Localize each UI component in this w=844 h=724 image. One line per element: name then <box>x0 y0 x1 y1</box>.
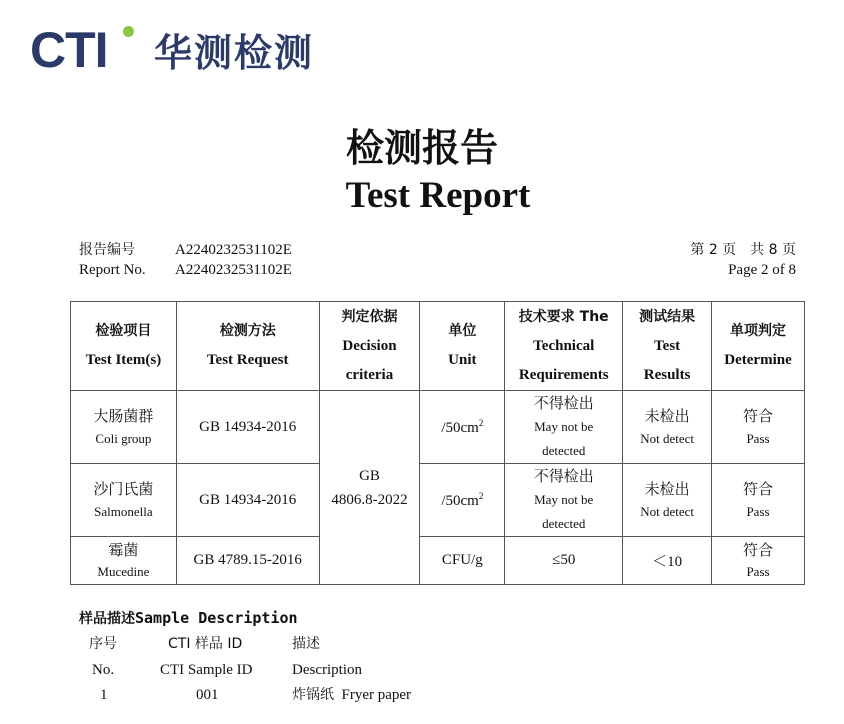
report-number-block <box>79 240 292 280</box>
logo-chinese-text: 华测检测 <box>154 31 315 75</box>
sample-row-description: 炸锅纸 Fryer paper <box>292 687 412 703</box>
cell-requirement: ≤50 <box>505 537 623 585</box>
header-decision-criteria: 判定依据 Decision criteria <box>319 302 420 391</box>
header-test-item: 检验项目 Test Item(s) <box>71 302 177 391</box>
cell-method: GB 14934-2016 <box>176 464 319 537</box>
sample-header-no-cn: 序号 <box>89 636 117 652</box>
cell-unit: CFU/g <box>420 537 505 585</box>
cell-method: GB 14934-2016 <box>176 391 319 464</box>
cell-requirement: 不得检出 May not be detected <box>505 391 623 464</box>
cell-decision-criteria: GB 4806.8-2022 <box>319 391 420 585</box>
sample-row-id: 001 <box>196 687 219 703</box>
header-test-results: 测试结果 Test Results <box>623 302 712 391</box>
cell-result: 未检出 Not detect <box>623 464 712 537</box>
cell-result: ＜10 <box>623 537 712 585</box>
header-determine: 单项判定 Determine <box>712 302 805 391</box>
cell-result: 未检出 Not detect <box>623 391 712 464</box>
table-row <box>71 537 805 585</box>
cell-determine: 符合 Pass <box>712 391 805 464</box>
page-number-block <box>690 240 796 280</box>
report-title-english: Test Report <box>345 175 531 216</box>
header-technical-requirements: 技术要求 The Technical Requirements <box>505 302 623 391</box>
cell-test-item: 霉菌 Mucedine <box>71 537 177 585</box>
cell-method: GB 4789.15-2016 <box>176 537 319 585</box>
table-header-row <box>71 302 805 391</box>
cell-unit: $/50cm^2$ <box>420 464 505 537</box>
logo-latin-text: CTI <box>30 22 108 78</box>
sample-header-desc-en: Description <box>292 662 362 678</box>
page-number-en: Page 2 of 8 <box>728 262 796 278</box>
report-title-chinese: 检测报告 <box>345 125 498 170</box>
cell-test-item: 大肠菌群 Coli group <box>71 391 177 464</box>
cell-requirement: 不得检出 May not be detected <box>505 464 623 537</box>
sample-header-desc-cn: 描述 <box>292 636 320 652</box>
cell-determine: 符合 Pass <box>712 464 805 537</box>
header-unit: 单位 Unit <box>420 302 505 391</box>
logo-dot-icon <box>123 26 134 37</box>
cell-determine: 符合 Pass <box>712 537 805 585</box>
report-number-label-cn: 报告编号 <box>79 242 135 258</box>
table-row <box>71 464 805 537</box>
sample-header-no-en: No. <box>92 662 115 678</box>
sample-row-no: 1 <box>100 687 108 703</box>
table-row <box>71 391 805 464</box>
test-results-table <box>70 301 805 585</box>
cell-unit: $/50cm^2$ <box>420 391 505 464</box>
report-number-label-en: Report No. <box>79 262 146 278</box>
sample-description-title: 样品描述Sample Description <box>79 609 298 627</box>
sample-header-id-en: CTI Sample ID <box>160 662 253 678</box>
header-test-request: 检测方法 Test Request <box>176 302 319 391</box>
cell-test-item: 沙门氏菌 Salmonella <box>71 464 177 537</box>
report-number-value-en: A2240232531102E <box>175 262 292 278</box>
sample-header-id-cn: CTI 样品 ID <box>168 636 243 652</box>
page-number-cn: 第 2 页 共 8 页 <box>690 242 796 258</box>
report-number-value-cn: A2240232531102E <box>175 242 292 258</box>
